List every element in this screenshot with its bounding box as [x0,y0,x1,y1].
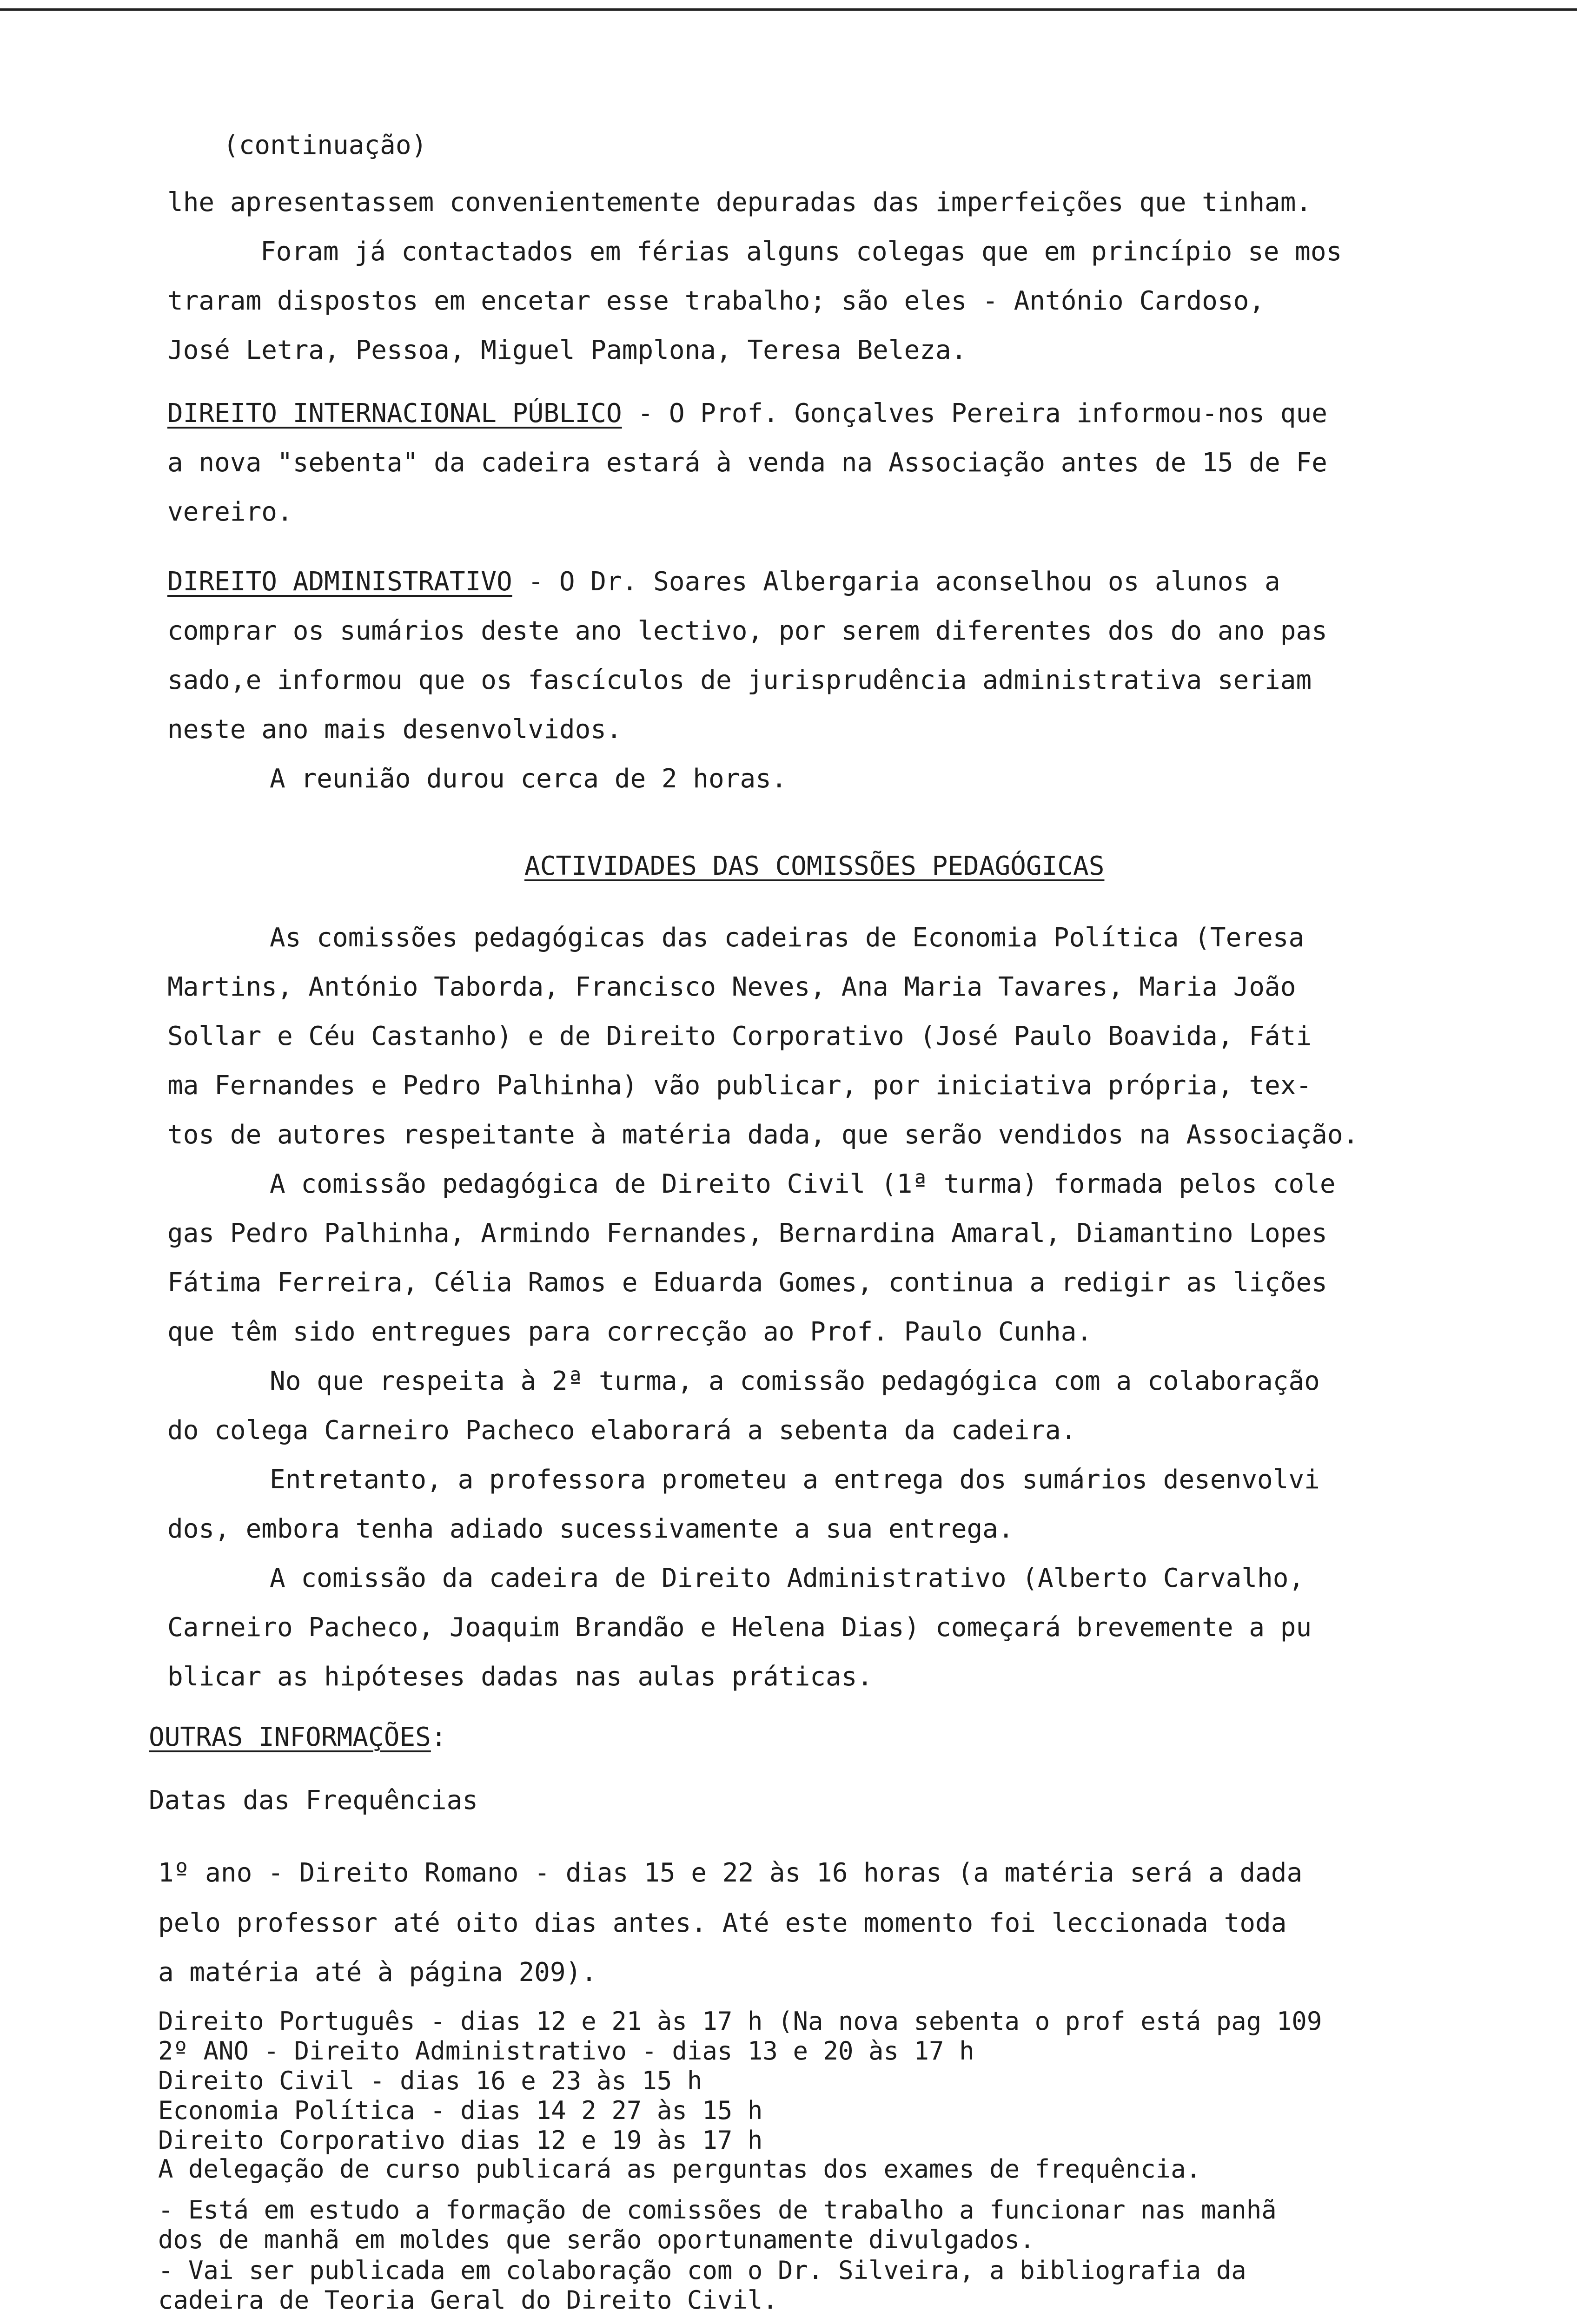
heading-comissoes-pedagogicas: ACTIVIDADES DAS COMISSÕES PEDAGÓGICAS [524,851,1105,881]
note-line-2: - Está em estudo a formação de comissões de trabalho a funcionar nas manhã [158,2195,1277,2225]
y2-line-1: 2º ANO - Direito Administrativo - dias 13 e 20 às 17 h [158,2036,974,2066]
section-text: - O Prof. Gonçalves Pereira informou-nos que [622,398,1327,429]
y2-line-2: Direito Civil - dias 16 e 23 às 15 h [158,2066,702,2095]
cp-p2-line-3: Fátima Ferreira, Célia Ramos e Eduarda Gomes, continua a redigir as lições [167,1268,1327,1298]
section-heading: DIREITO ADMINISTRATIVO [167,567,512,597]
intro-line-4: José Letra, Pessoa, Miguel Pamplona, Teresa Beleza. [167,335,967,365]
cp-p1-line-3: Sollar e Céu Castanho) e de Direito Corporativo (José Paulo Boavida, Fáti [167,1021,1312,1051]
heading-colon: : [431,1722,447,1752]
cp-p1-line-5: tos de autores respeitante à matéria dada, que serão vendidos na Associação. [167,1120,1359,1150]
section-heading: DIREITO INTERNACIONAL PÚBLICO [167,398,622,429]
dip-line-2: a nova "sebenta" da cadeira estará à venda na Associação antes de 15 de Fe [167,448,1327,478]
y1-line-1: 1º ano - Direito Romano - dias 15 e 22 às 16 horas (a matéria será a dada [158,1858,1303,1888]
top-edge-line [0,8,1577,11]
cp-p1-line-2: Martins, António Taborda, Francisco Neves, Ana Maria Tavares, Maria João [167,972,1296,1002]
cp-p1-line-4: ma Fernandes e Pedro Palhinha) vão publicar, por iniciativa própria, tex- [167,1070,1312,1101]
cp-p4-line-2: dos, embora tenha adiado sucessivamente a sua entrega. [167,1514,1014,1544]
cp-p2-line-2: gas Pedro Palhinha, Armindo Fernandes, Bernardina Amaral, Diamantino Lopes [167,1218,1327,1248]
da-line-5: A reunião durou cerca de 2 horas. [270,764,787,794]
cp-p2-line-4: que têm sido entregues para correcção ao Prof. Paulo Cunha. [167,1317,1093,1347]
da-line-3: sado,e informou que os fascículos de jurisprudência administrativa seriam [167,665,1312,695]
note-line-4: - Vai ser publicada em colaboração com o Dr. Silveira, a bibliografia da [158,2256,1246,2285]
intro-line-3: traram dispostos em encetar esse trabalho; são eles - António Cardoso, [167,286,1265,316]
subheading-datas-frequencias: Datas das Frequências [149,1785,478,1816]
y1-direito-portugues: Direito Português - dias 12 e 21 às 17 h (Na nova sebenta o prof está pag 109 [158,2007,1322,2036]
note-line-5: cadeira de Teoria Geral do Direito Civil. [158,2285,778,2315]
section-direito-administrativo [167,569,1280,595]
cp-p2-line-1: A comissão pedagógica de Direito Civil (1ª turma) formada pelos cole [270,1169,1336,1199]
note-line-1: A delegação de curso publicará as perguntas dos exames de frequência. [158,2154,1201,2184]
note-line-3: dos de manhã em moldes que serão oportunamente divulgados. [158,2225,1035,2254]
cp-p3-line-1: No que respeita à 2ª turma, a comissão pedagógica com a colaboração [270,1366,1320,1396]
cp-p5-line-3: blicar as hipóteses dadas nas aulas práticas. [167,1662,873,1692]
section-text: - O Dr. Soares Albergaria aconselhou os alunos a [512,567,1280,597]
cp-p1-line-1: As comissões pedagógicas das cadeiras de Economia Política (Teresa [270,923,1305,953]
section-direito-internacional [167,398,1327,429]
intro-line-2: Foram já contactados em férias alguns colegas que em princípio se mos [260,237,1342,267]
y1-line-3: a matéria até à página 209). [158,1957,597,1987]
section-heading: OUTRAS INFORMAÇÕES [149,1722,431,1752]
dip-line-3: vereiro. [167,497,293,527]
heading-outras-informacoes [149,1724,447,1750]
da-line-4: neste ano mais desenvolvidos. [167,714,622,745]
cp-p5-line-2: Carneiro Pacheco, Joaquim Brandão e Helena Dias) começará brevemente a pu [167,1612,1312,1643]
intro-line-1: lhe apresentassem convenientemente depuradas das imperfeições que tinham. [167,187,1312,218]
continuation-label: (continuação) [223,130,427,160]
y1-line-2: pelo professor até oito dias antes. Até este momento foi leccionada toda [158,1908,1287,1938]
cp-p4-line-1: Entretanto, a professora prometeu a entrega dos sumários desenvolvi [270,1465,1320,1495]
cp-p3-line-2: do colega Carneiro Pacheco elaborará a sebenta da cadeira. [167,1415,1077,1446]
cp-p5-line-1: A comissão da cadeira de Direito Administrativo (Alberto Carvalho, [270,1563,1305,1593]
y2-line-4: Direito Corporativo dias 12 e 19 às 17 h [158,2126,763,2155]
da-line-2: comprar os sumários deste ano lectivo, por serem diferentes dos do ano pas [167,616,1327,646]
y2-line-3: Economia Política - dias 14 2 27 às 15 h [158,2096,763,2125]
